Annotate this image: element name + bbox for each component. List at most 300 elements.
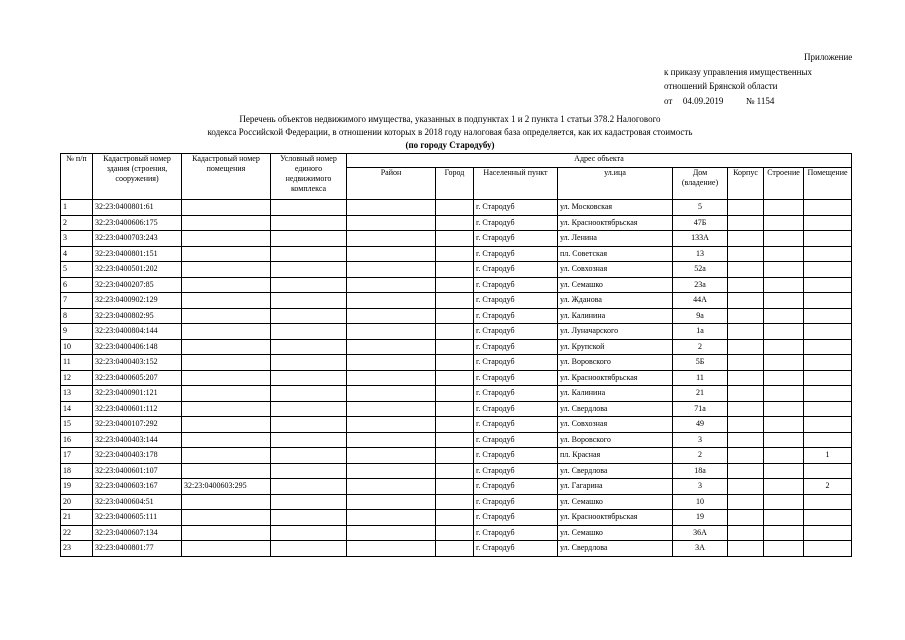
cad-building-cell: 32:23:0400901:121 (93, 386, 182, 402)
room-cell: 2 (804, 479, 852, 495)
header-district: Район (347, 168, 436, 200)
cad-room-cell (182, 339, 271, 355)
cad-room-cell (182, 510, 271, 526)
house-cell: 5 (673, 200, 728, 216)
cad-room-cell (182, 231, 271, 247)
cad-room-cell (182, 324, 271, 340)
building-cell (764, 277, 804, 293)
room-cell (804, 370, 852, 386)
city-cell (436, 541, 474, 557)
cad-building-cell: 32:23:0400802:95 (93, 308, 182, 324)
table-row (61, 510, 852, 526)
row-number: 2 (61, 215, 93, 231)
table-row (61, 231, 852, 247)
header-city: Город (436, 168, 474, 200)
cad-room-cell (182, 448, 271, 464)
row-number: 17 (61, 448, 93, 464)
cad-room-cell (182, 370, 271, 386)
cad-building-cell: 32:23:0400607:134 (93, 525, 182, 541)
building-cell (764, 355, 804, 371)
house-cell: 3 (673, 432, 728, 448)
district-cell (347, 370, 436, 386)
house-cell: 2 (673, 448, 728, 464)
street-cell: ул. Краснооктябрьская (558, 370, 673, 386)
district-cell (347, 417, 436, 433)
cond-num-cell (271, 432, 347, 448)
building-cell (764, 525, 804, 541)
row-number: 10 (61, 339, 93, 355)
cond-num-cell (271, 339, 347, 355)
row-number: 1 (61, 200, 93, 216)
corpus-cell (728, 339, 764, 355)
street-cell: ул. Свердлова (558, 401, 673, 417)
locality-cell: г. Стародуб (474, 246, 558, 262)
district-cell (347, 277, 436, 293)
house-cell: 52а (673, 262, 728, 278)
building-cell (764, 293, 804, 309)
table-row (61, 308, 852, 324)
city-cell (436, 277, 474, 293)
corpus-cell (728, 277, 764, 293)
room-cell (804, 541, 852, 557)
room-cell: 1 (804, 448, 852, 464)
header-address: Адрес объекта (347, 154, 852, 168)
district-cell (347, 432, 436, 448)
street-cell: ул. Воровского (558, 355, 673, 371)
cond-num-cell (271, 246, 347, 262)
row-number: 6 (61, 277, 93, 293)
city-cell (436, 417, 474, 433)
corpus-cell (728, 448, 764, 464)
locality-cell: г. Стародуб (474, 355, 558, 371)
house-cell: 49 (673, 417, 728, 433)
corpus-cell (728, 479, 764, 495)
table-row (61, 479, 852, 495)
appendix-title: Приложение (804, 52, 853, 62)
city-cell (436, 401, 474, 417)
district-cell (347, 401, 436, 417)
row-number: 7 (61, 293, 93, 309)
cond-num-cell (271, 277, 347, 293)
table-row (61, 262, 852, 278)
cad-room-cell (182, 494, 271, 510)
row-number: 22 (61, 525, 93, 541)
header-cond-num: Условный номер единого недвижимого комплекса (271, 154, 347, 200)
city-cell (436, 463, 474, 479)
locality-cell: г. Стародуб (474, 448, 558, 464)
building-cell (764, 432, 804, 448)
header-corpus: Корпус (728, 168, 764, 200)
city-cell (436, 231, 474, 247)
room-cell (804, 293, 852, 309)
street-cell: ул. Семашко (558, 525, 673, 541)
street-cell: ул. Калинина (558, 308, 673, 324)
locality-cell: г. Стародуб (474, 200, 558, 216)
table-row (61, 324, 852, 340)
cond-num-cell (271, 355, 347, 371)
building-cell (764, 308, 804, 324)
corpus-cell (728, 401, 764, 417)
city-cell (436, 494, 474, 510)
corpus-cell (728, 463, 764, 479)
district-cell (347, 510, 436, 526)
district-cell (347, 215, 436, 231)
building-cell (764, 401, 804, 417)
cond-num-cell (271, 448, 347, 464)
house-cell: 18а (673, 463, 728, 479)
building-cell (764, 448, 804, 464)
city-cell (436, 246, 474, 262)
cad-building-cell: 32:23:0400501:202 (93, 262, 182, 278)
house-cell: 11 (673, 370, 728, 386)
corpus-cell (728, 432, 764, 448)
table-body (61, 200, 852, 557)
cad-building-cell: 32:23:0400603:167 (93, 479, 182, 495)
district-cell (347, 448, 436, 464)
table-row (61, 463, 852, 479)
row-number: 4 (61, 246, 93, 262)
district-cell (347, 246, 436, 262)
row-number: 13 (61, 386, 93, 402)
house-cell: 36А (673, 525, 728, 541)
appendix-block (664, 50, 852, 108)
cad-room-cell (182, 401, 271, 417)
house-cell: 13 (673, 246, 728, 262)
cad-room-cell (182, 215, 271, 231)
cad-room-cell (182, 200, 271, 216)
locality-cell: г. Стародуб (474, 277, 558, 293)
city-cell (436, 386, 474, 402)
header-street: ул.ица (558, 168, 673, 200)
row-number: 8 (61, 308, 93, 324)
city-cell (436, 479, 474, 495)
row-number: 23 (61, 541, 93, 557)
row-number: 11 (61, 355, 93, 371)
locality-cell: г. Стародуб (474, 401, 558, 417)
appendix-date-line (664, 94, 852, 109)
corpus-cell (728, 386, 764, 402)
street-cell: ул. Краснооктябрьская (558, 510, 673, 526)
cad-room-cell (182, 246, 271, 262)
cond-num-cell (271, 463, 347, 479)
house-cell: 21 (673, 386, 728, 402)
table-row (61, 401, 852, 417)
district-cell (347, 293, 436, 309)
heading-line-1: Перечень объектов недвижимого имущества, указанных в подпунктах 1 и 2 пункта 1 статьи 378.2 Налогового (239, 114, 661, 124)
room-cell (804, 231, 852, 247)
locality-cell: г. Стародуб (474, 541, 558, 557)
document-heading (150, 113, 750, 152)
cad-room-cell (182, 525, 271, 541)
cond-num-cell (271, 200, 347, 216)
table-row (61, 339, 852, 355)
cond-num-cell (271, 401, 347, 417)
locality-cell: г. Стародуб (474, 432, 558, 448)
row-number: 19 (61, 479, 93, 495)
cad-room-cell (182, 463, 271, 479)
cad-room-cell (182, 262, 271, 278)
house-cell: 71а (673, 401, 728, 417)
cond-num-cell (271, 494, 347, 510)
house-cell: 23а (673, 277, 728, 293)
corpus-cell (728, 494, 764, 510)
city-cell (436, 339, 474, 355)
row-number: 3 (61, 231, 93, 247)
cad-building-cell: 32:23:0400605:111 (93, 510, 182, 526)
cad-building-cell: 32:23:0400403:152 (93, 355, 182, 371)
locality-cell: г. Стародуб (474, 308, 558, 324)
row-number: 18 (61, 463, 93, 479)
street-cell: пл. Советская (558, 246, 673, 262)
cad-building-cell: 32:23:0400601:112 (93, 401, 182, 417)
cond-num-cell (271, 386, 347, 402)
locality-cell: г. Стародуб (474, 324, 558, 340)
building-cell (764, 200, 804, 216)
locality-cell: г. Стародуб (474, 231, 558, 247)
house-cell: 19 (673, 510, 728, 526)
appendix-order-line: к приказу управления имущественных (664, 66, 813, 77)
corpus-cell (728, 200, 764, 216)
property-table (60, 153, 852, 557)
room-cell (804, 200, 852, 216)
room-cell (804, 386, 852, 402)
city-cell (436, 293, 474, 309)
building-cell (764, 494, 804, 510)
cad-building-cell: 32:23:0400207:85 (93, 277, 182, 293)
city-cell (436, 448, 474, 464)
cad-building-cell: 32:23:0400801:77 (93, 541, 182, 557)
district-cell (347, 463, 436, 479)
street-cell: ул. Жданова (558, 293, 673, 309)
corpus-cell (728, 510, 764, 526)
room-cell (804, 339, 852, 355)
cond-num-cell (271, 215, 347, 231)
street-cell: ул. Луначарского (558, 324, 673, 340)
street-cell: ул. Московская (558, 200, 673, 216)
city-cell (436, 308, 474, 324)
row-number: 5 (61, 262, 93, 278)
table-row (61, 525, 852, 541)
cond-num-cell (271, 324, 347, 340)
room-cell (804, 417, 852, 433)
house-cell: 3 (673, 479, 728, 495)
row-number: 12 (61, 370, 93, 386)
cad-room-cell (182, 277, 271, 293)
room-cell (804, 262, 852, 278)
street-cell: ул. Свердлова (558, 541, 673, 557)
locality-cell: г. Стародуб (474, 479, 558, 495)
cad-building-cell: 32:23:0400804:144 (93, 324, 182, 340)
room-cell (804, 277, 852, 293)
city-cell (436, 215, 474, 231)
house-cell: 2 (673, 339, 728, 355)
room-cell (804, 510, 852, 526)
street-cell: ул. Калинина (558, 386, 673, 402)
house-cell: 1а (673, 324, 728, 340)
city-cell (436, 324, 474, 340)
district-cell (347, 324, 436, 340)
date-prefix: от (664, 95, 673, 106)
house-cell: 133А (673, 231, 728, 247)
cond-num-cell (271, 231, 347, 247)
cad-building-cell: 32:23:0400107:292 (93, 417, 182, 433)
cond-num-cell (271, 370, 347, 386)
cad-building-cell: 32:23:0400406:148 (93, 339, 182, 355)
locality-cell: г. Стародуб (474, 293, 558, 309)
cad-building-cell: 32:23:0400801:151 (93, 246, 182, 262)
corpus-cell (728, 525, 764, 541)
house-cell: 5Б (673, 355, 728, 371)
locality-cell: г. Стародуб (474, 417, 558, 433)
room-cell (804, 246, 852, 262)
locality-cell: г. Стародуб (474, 525, 558, 541)
locality-cell: г. Стародуб (474, 463, 558, 479)
street-cell: ул. Крупской (558, 339, 673, 355)
cad-room-cell: 32:23:0400603:295 (182, 479, 271, 495)
street-cell: ул. Свердлова (558, 463, 673, 479)
header-house: Дом (владение) (673, 168, 728, 200)
row-number: 16 (61, 432, 93, 448)
table-row (61, 215, 852, 231)
corpus-cell (728, 246, 764, 262)
district-cell (347, 200, 436, 216)
street-cell: ул. Совхозная (558, 417, 673, 433)
cad-room-cell (182, 293, 271, 309)
locality-cell: г. Стародуб (474, 215, 558, 231)
cad-room-cell (182, 308, 271, 324)
header-building: Строение (764, 168, 804, 200)
city-cell (436, 510, 474, 526)
room-cell (804, 494, 852, 510)
table-row (61, 293, 852, 309)
street-cell: ул. Семашко (558, 494, 673, 510)
header-num: № п/п (61, 154, 93, 200)
building-cell (764, 386, 804, 402)
district-cell (347, 355, 436, 371)
table-row (61, 432, 852, 448)
street-cell: ул. Гагарина (558, 479, 673, 495)
building-cell (764, 479, 804, 495)
cad-building-cell: 32:23:0400605:207 (93, 370, 182, 386)
table-row (61, 200, 852, 216)
header-cad-building: Кадастровый номер здания (строения, сооружения) (93, 154, 182, 200)
house-cell: 10 (673, 494, 728, 510)
cad-room-cell (182, 432, 271, 448)
corpus-cell (728, 355, 764, 371)
district-cell (347, 386, 436, 402)
building-cell (764, 324, 804, 340)
room-cell (804, 525, 852, 541)
cond-num-cell (271, 417, 347, 433)
cad-room-cell (182, 541, 271, 557)
table-row (61, 417, 852, 433)
row-number: 20 (61, 494, 93, 510)
room-cell (804, 401, 852, 417)
table-row (61, 370, 852, 386)
building-cell (764, 463, 804, 479)
cad-building-cell: 32:23:0400403:144 (93, 432, 182, 448)
cad-room-cell (182, 417, 271, 433)
corpus-cell (728, 231, 764, 247)
cad-building-cell: 32:23:0400703:243 (93, 231, 182, 247)
cad-building-cell: 32:23:0400606:175 (93, 215, 182, 231)
building-cell (764, 510, 804, 526)
building-cell (764, 417, 804, 433)
cad-building-cell: 32:23:0400604:51 (93, 494, 182, 510)
cad-building-cell: 32:23:0400902:129 (93, 293, 182, 309)
room-cell (804, 308, 852, 324)
district-cell (347, 525, 436, 541)
row-number: 21 (61, 510, 93, 526)
cad-building-cell: 32:23:0400801:61 (93, 200, 182, 216)
cond-num-cell (271, 541, 347, 557)
row-number: 15 (61, 417, 93, 433)
cad-room-cell (182, 386, 271, 402)
order-date: 04.09.2019 (682, 95, 724, 106)
city-cell (436, 355, 474, 371)
header-locality: Населенный пункт (474, 168, 558, 200)
street-cell: ул. Ленина (558, 231, 673, 247)
table-row (61, 541, 852, 557)
building-cell (764, 231, 804, 247)
city-cell (436, 200, 474, 216)
locality-cell: г. Стародуб (474, 262, 558, 278)
cad-building-cell: 32:23:0400403:178 (93, 448, 182, 464)
house-cell: 44А (673, 293, 728, 309)
street-cell: ул. Краснооктябрьская (558, 215, 673, 231)
street-cell: ул. Совхозная (558, 262, 673, 278)
building-cell (764, 246, 804, 262)
table-row (61, 494, 852, 510)
cond-num-cell (271, 510, 347, 526)
room-cell (804, 432, 852, 448)
appendix-department-line: отношений Брянской области (664, 81, 778, 91)
locality-cell: г. Стародуб (474, 339, 558, 355)
city-cell (436, 262, 474, 278)
district-cell (347, 308, 436, 324)
room-cell (804, 215, 852, 231)
cond-num-cell (271, 293, 347, 309)
city-cell (436, 370, 474, 386)
district-cell (347, 339, 436, 355)
room-cell (804, 355, 852, 371)
locality-cell: г. Стародуб (474, 370, 558, 386)
cad-room-cell (182, 355, 271, 371)
district-cell (347, 262, 436, 278)
house-cell: 47Б (673, 215, 728, 231)
house-cell: 9а (673, 308, 728, 324)
corpus-cell (728, 262, 764, 278)
district-cell (347, 479, 436, 495)
corpus-cell (728, 293, 764, 309)
city-cell (436, 432, 474, 448)
cond-num-cell (271, 479, 347, 495)
locality-cell: г. Стародуб (474, 494, 558, 510)
corpus-cell (728, 324, 764, 340)
corpus-cell (728, 370, 764, 386)
city-cell (436, 525, 474, 541)
header-cad-room: Кадастровый номер помещения (182, 154, 271, 200)
room-cell (804, 463, 852, 479)
table-row (61, 277, 852, 293)
building-cell (764, 215, 804, 231)
corpus-cell (728, 541, 764, 557)
cond-num-cell (271, 308, 347, 324)
row-number: 14 (61, 401, 93, 417)
cond-num-cell (271, 262, 347, 278)
building-cell (764, 262, 804, 278)
table-row (61, 448, 852, 464)
